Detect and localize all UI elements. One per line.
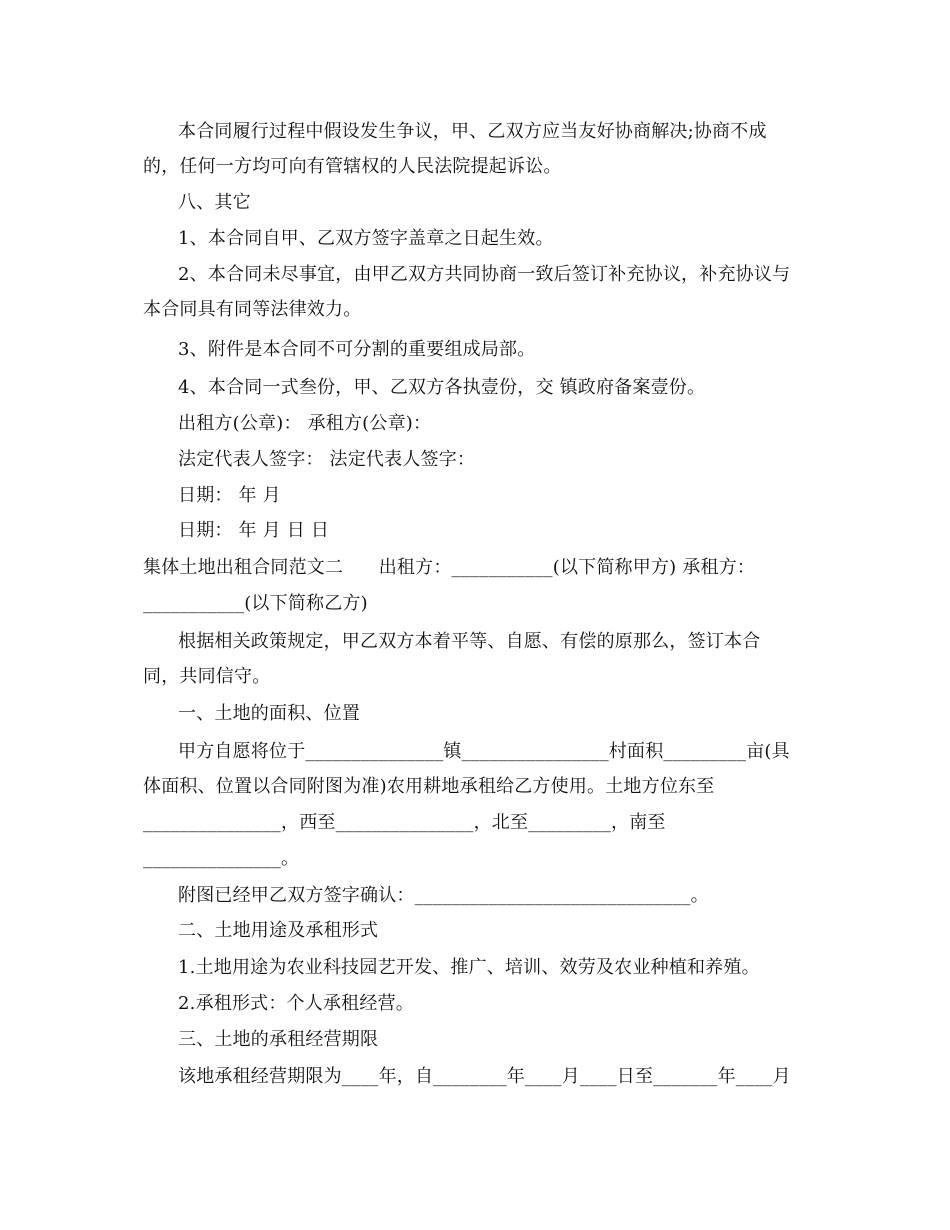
paragraph-land-location-line-2: 体面积、位置以合同附图为准)农用耕地承租给乙方使用。土地方位东至	[143, 776, 715, 797]
signature-date-line-2: 日期： 年 月 日 日	[178, 520, 330, 541]
clause-supplement-line-2: 本合同具有同等法律效力。	[143, 299, 362, 320]
clause-lease-form: 2.承租形式：个人承租经营。	[178, 993, 414, 1014]
section-heading-land-area: 一、土地的面积、位置	[178, 703, 360, 724]
paragraph-land-location-line-3: _______________，西至_______________，北至_________，南至	[143, 812, 666, 833]
paragraph-lease-term: 该地承租经营期限为____年，自________年____月____日至_______年____月	[178, 1066, 791, 1087]
section-heading-land-use: 二、土地用途及承租形式	[178, 920, 379, 941]
contract-two-lessee-line: ___________(以下简称乙方)	[143, 593, 368, 614]
paragraph-principle-line-2: 同，共同信守。	[143, 666, 271, 687]
paragraph-attached-map: 附图已经甲乙双方签字确认：______________________________。	[178, 885, 709, 906]
paragraph-dispute-resolution-line-1: 本合同履行过程中假设发生争议，甲、乙双方应当友好协商解决;协商不成	[178, 121, 767, 142]
signature-date-line-1: 日期： 年 月	[178, 485, 281, 506]
signature-seal-line: 出租方(公章)： 承租方(公章)：	[178, 413, 432, 434]
clause-copies: 4、本合同一式叁份，甲、乙双方各执壹份，交 镇政府备案壹份。	[178, 377, 706, 398]
clause-effective-date: 1、本合同自甲、乙双方签字盖章之日起生效。	[178, 228, 554, 249]
signature-representative-line: 法定代表人签字： 法定代表人签字：	[178, 449, 476, 470]
paragraph-principle-line-1: 根据相关政策规定，甲乙双方本着平等、自愿、有偿的原那么，签订本合	[178, 631, 761, 652]
contract-two-title-line: 集体土地出租合同范文二 出租方：___________(以下简称甲方) 承租方：	[143, 557, 756, 578]
clause-supplement-line-1: 2、本合同未尽事宜，由甲乙双方共同协商一致后签订补充协议，补充协议与	[178, 264, 791, 285]
clause-attachment: 3、附件是本合同不可分割的重要组成局部。	[178, 339, 536, 360]
paragraph-land-location-line-1: 甲方自愿将位于_______________镇________________村面积_________亩(具	[178, 741, 790, 762]
section-heading-lease-term: 三、土地的承租经营期限	[178, 1029, 379, 1050]
paragraph-dispute-resolution-line-2: 的，任何一方均可向有管辖权的人民法院提起诉讼。	[143, 156, 562, 177]
paragraph-land-location-line-4: _______________。	[143, 848, 300, 869]
section-heading-other: 八、其它	[178, 192, 251, 213]
clause-land-use: 1.土地用途为农业科技园艺开发、推广、培训、效劳及农业种植和养殖。	[178, 957, 760, 978]
